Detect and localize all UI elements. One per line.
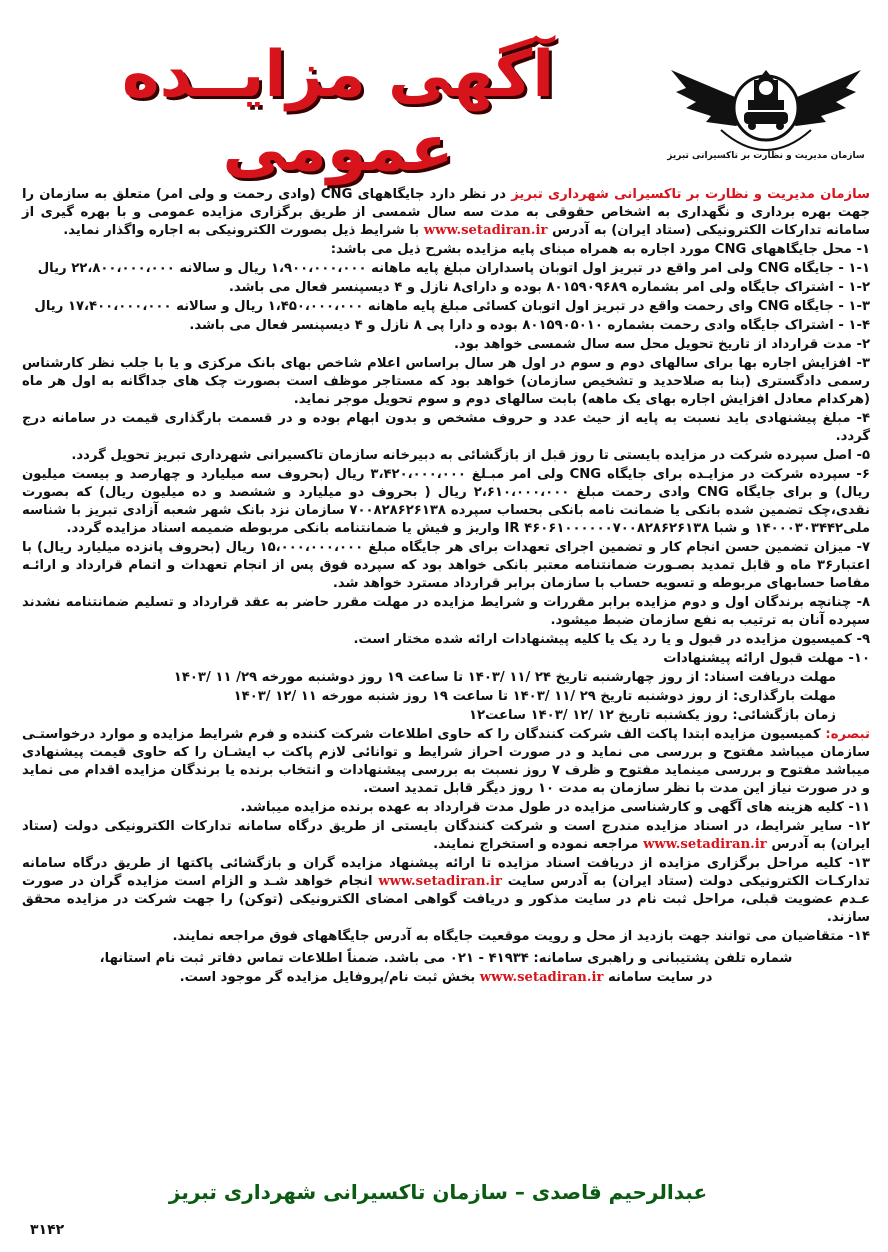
- notice-body: [22, 186, 870, 988]
- signature: عبدالرحیم قاصدی – سازمان تاکسیرانی شهرداری تبریز: [168, 1180, 708, 1204]
- clause-1-1: ۱-۱ - جایگاه CNG ولی امر واقع در تبریز اول اتوبان پاسداران مبلغ پایه ماهانه ۱،۹۰۰،۰۰۰،۰۰۰ ریال و سالانه ۲۲،۸۰۰،۰۰۰،۰۰۰ ریال: [37, 261, 870, 276]
- clause-4: ۴- مبلغ پیشنهادی باید نسبت به پایه از حیث عدد و حروف مشخص و بدون ابهام بوده و در قسمت بارگذاری قیمت در سامانه درج گردد.: [22, 411, 870, 444]
- clause-12-text: ۱۲- سایر شرایط، در اسناد مزایده مندرج است و شرکت کنندگان بایستی از طریق درگاه سامانه تدارکات الکترونیکی دولت (ستاد ایران) به آدرس: [22, 819, 870, 852]
- setadiran-link-13[interactable]: www.setadiran.ir: [378, 874, 502, 889]
- intro-text: در نظر دارد جایگاههای CNG (وادی رحمت و ولی امر) متعلق به سازمان را جهت بهره برداری و نگهداری به اشخاص حقوقی به مدت سه سال شمسی از طریق برگزاری مزایده عمومی و با بهره گیری از سامانه تدارکات الکترونیکی (ستاد ایران) به آدرس: [22, 187, 870, 238]
- note-text: کمیسیون مزایده ابتدا پاکت الف شرکت کنندگان را که حاوی اطلاعات شرکت کننده و فرم شرایط مزایده و موارد درخواستـی سازمان میباشد مفتوح و بررسی می نماید و در صورت احراز شرایط و توانائی لازم پاکت ب ایشـان را که حاوی قیمت پیشنهادی میباشد مفتوح و بررسی مینماید مفتوح و ظرف ۷ روز نسبت به بررسی پیشنهادات و انتخاب برنده یا برندگان مزایده اقدام می نماید و در صورت نیاز این مدت با نظر سازمان به مدت ۱۰ روز دیگر قابل تمدید است.: [22, 727, 870, 796]
- clause-12-end: مراجعه نموده و استخراج نمایند.: [433, 837, 639, 852]
- notice-header: [0, 0, 888, 186]
- clause-9: ۹- کمیسیون مزایده در قبول و یا رد یک یا کلیه پیشنهادات ارائه شده مختار است.: [353, 632, 870, 647]
- clause-13-end: انجام خواهد شـد و الزام است مزایده گران در صورت عـدم عضویت قبلی، مراحل ثبت نام در سایت مذکور و دریافت گواهی امضای الکترونیکی (توکن) را جهت شرکت در مزایده محقق سازند.: [22, 874, 870, 925]
- date-upload: مهلت بارگذاری: از روز دوشنبه تاریخ ۲۹ /۱۱ /۱۴۰۳ تا ساعت ۱۹ روز شنبه مورخه ۱۱ /۱۲ /۱۴۰۳: [233, 689, 836, 704]
- clause-10: ۱۰- مهلت قبول ارائه پیشنهادات: [663, 651, 870, 666]
- setadiran-link[interactable]: www.setadiran.ir: [423, 223, 548, 238]
- page-number: ۳۱۴۲: [30, 1222, 65, 1238]
- intro-text-end: با شرایط ذیل بصورت الکترونیکی به اجاره واگذار نماید.: [63, 223, 420, 238]
- clause-1-3: ۱-۳ - جایگاه CNG وای رحمت واقع در تبریز اول اتوبان کسائی مبلغ پایه ماهانه ۱،۴۵۰،۰۰۰،۰۰۰ ریال و سالانه ۱۷،۴۰۰،۰۰۰،۰۰۰ ریال: [34, 299, 870, 314]
- contact-line-2: [22, 969, 870, 987]
- clause-13: [22, 855, 870, 927]
- organization-logo: [666, 40, 866, 170]
- contact-text: در سایت سامانه: [608, 970, 713, 985]
- clause-3: ۳- افزایش اجاره بها برای سالهای دوم و سوم در اول هر سال براساس اعلام شاخص بهای بانک مرکزی و یا با جلب نظر کارشناس رسمی دادگستری (بنا به صلاحدید و تشخیص سازمان) خواهد بود که مستاجر موظف است بصورت چک های جداگانه به اول هر ماه (هرکدام معادل افزایش اجاره بهای یک ماهه) بابت سالهای دوم و سوم تحویل موجر نماید.: [22, 356, 870, 407]
- clause-7: ۷- میزان تضمین حسن انجام کار و تضمین اجرای تعهدات برای هر جایگاه مبلغ ۱۵،۰۰۰،۰۰۰،۰۰۰ ریال (بحروف پانزده میلیارد ریال) با اعتبار۳۶ ماه و قابل تمدید بصـورت ضمانتنامه معتبر بانکی خواهد بود که سپرده فوق پس از انجام تعهدات و اتمام قرارداد و ارائـه مفاصا حسابهای مربوطه و تسویه حساب با سازمان برابر قرارداد مسترد خواهد شد.: [22, 540, 870, 591]
- contact-text-end: بخش ثبت نام/پروفایل مزایده گر موجود است.: [179, 970, 476, 985]
- note-paragraph: [22, 726, 870, 798]
- clause-1-2: ۱-۲ - اشتراک جایگاه ولی امر بشماره ۸۰۱۵۹۰۹۶۸۹ بوده و دارای۸ نازل و ۴ دیسپنسر فعال می باشد.: [228, 280, 870, 295]
- notice-title: آگهی مزایــده عمومی: [121, 38, 555, 186]
- clause-14: ۱۴- متقاضیان می توانند جهت بازدید از محل و رویت موقعیت جایگاه به آدرس جایگاههای فوق مراجعه نمایند.: [172, 929, 870, 944]
- clause-1-4: ۱-۴ - اشتراک جایگاه وادی رحمت بشماره ۸۰۱۵۹۰۵۰۱۰ بوده و دارا پی ۸ نازل و ۴ دیسپنسر فعال می باشد.: [189, 318, 870, 333]
- svg-text:سازمان مدیریت و نظارت بر تاکسی: سازمان مدیریت و نظارت بر تاکسیرانی تبریز: [667, 151, 865, 161]
- clause-12: [22, 818, 870, 854]
- note-label: تبصره:: [825, 727, 871, 742]
- clause-8: ۸- چنانچه برندگان اول و دوم مزایده برابر مقررات و شرایط مزایده در مهلت مقرر حاضر به عقد قرارداد و تسلیم ضمانتنامه نشدند سپرده آنان به ترتیب به نفع سازمان ضبط میشود.: [22, 595, 870, 628]
- clause-2: ۲- مدت قرارداد از تاریخ تحویل محل سه سال شمسی خواهد بود.: [454, 337, 870, 352]
- setadiran-link-12[interactable]: www.setadiran.ir: [643, 837, 767, 852]
- clause-6: ۶- سپرده شرکت در مزایـده برای جایگاه CNG ولی امر مبـلغ ۳،۴۲۰،۰۰۰،۰۰۰ ریال (بحروف سه میلیارد و چهارصد و بیست میلیون ریال) و برای جایگاه CNG وادی رحمت مبلغ ۲،۶۱۰،۰۰۰،۰۰۰ ریال ( بحروف دو میلیارد و ششصد و ده میلیون ریال) که بصورت نقدی،چک تضمین شده بانکی یا ضمانت نامه بانکی بحساب سپرده ۷۰۰۸۲۸۶۲۶۱۳۸ سازمان نزد بانک شهر شعبه آزادی تبریز با شناسه ملی۱۴۰۰۰۳۰۳۴۴۲ و شبا IR ۴۶۰۶۱۰۰۰۰۰۰۷۰۰۸۲۸۶۲۶۱۳۸ واریز و فیش یا ضمانتنامه بانکی مربوطه ضمیمه اسناد مزایده گردد.: [22, 467, 871, 536]
- contact-line-1: شماره تلفن پشتیبانی و راهبری سامانه: ۴۱۹۳۴ - ۰۲۱ می باشد. ضمناً اطلاعات تماس دفاتر ثبت نام استانها،: [99, 951, 793, 966]
- clause-11: ۱۱- کلیه هزینه های آگهی و کارشناسی مزایده در طول مدت قرارداد به عهده برنده مزایده میباشد.: [240, 800, 870, 815]
- intro-paragraph: [22, 186, 870, 240]
- clause-5: ۵- اصل سپرده شرکت در مزایده بایستی تا روز قبل از بازگشائی به دبیرخانه سازمان تاکسیرانی شهرداری تبریز تحویل گردد.: [71, 448, 870, 463]
- setadiran-link-contact[interactable]: www.setadiran.ir: [479, 970, 604, 985]
- clause-13-text: ۱۳- کلیه مراحل برگزاری مزایده از دریافت اسناد مزایده تا ارائه پیشنهاد مزایده گران و بازگشائی پاکتها از طریق درگاه سامانه تدارکـات الکترونیکی دولت (ستاد ایران) به آدرس سایت: [22, 856, 870, 889]
- date-opening: زمان بازگشائی: روز یکشنبه تاریخ ۱۲ /۱۲ /۱۴۰۳ ساعت۱۲: [468, 708, 836, 723]
- org-name: سازمان مدیریت و نظارت بر تاکسیرانی شهرداری تبریز: [511, 187, 870, 202]
- date-document-receipt: مهلت دریافت اسناد: از روز چهارشنبه تاریخ ۲۴ /۱۱ /۱۴۰۳ تا ساعت ۱۹ روز دوشنبه مورخه ۲۹/ ۱۱ /۱۴۰۳: [173, 670, 836, 685]
- clause-1: ۱- محل جایگاههای CNG مورد اجاره به همراه مبنای پایه مزایده بشرح ذیل می باشد:: [330, 242, 870, 257]
